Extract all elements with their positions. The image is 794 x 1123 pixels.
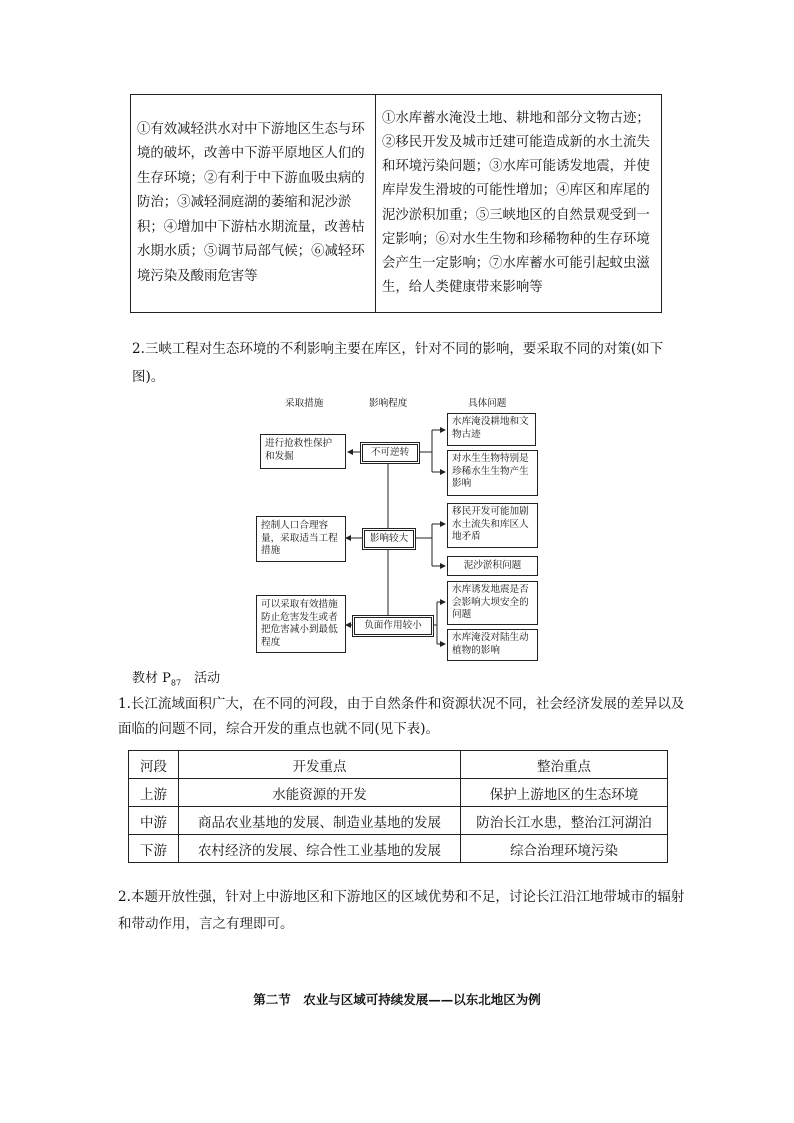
problem-3-text: 移民开发可能加剧水土流失和库区人地矛盾: [452, 506, 529, 542]
table-cell: 水能资源的开发: [179, 779, 461, 807]
header-section: 河段: [129, 751, 179, 779]
measure-box-2: [256, 516, 346, 562]
table-row: [129, 835, 668, 863]
table-cell: 上游: [129, 779, 179, 807]
degree-box-minor: [352, 615, 434, 637]
header-degree: 影响程度: [369, 398, 408, 409]
degree-2-text: 影响较大: [369, 533, 409, 544]
measure-3-text: 可以采取有效措施防止危害发生或者把危害减小到最低程度: [261, 599, 338, 648]
header-governance: 整治重点: [461, 751, 668, 779]
problem-2-text: 对水生生物特别是珍稀水生生物产生影响: [452, 453, 529, 489]
measure-2-text: 控制人口合理容量，采取适当工程措施: [261, 520, 338, 556]
problem-box-5: [447, 581, 538, 625]
activity-label-page: 87: [170, 678, 182, 688]
table-cell: 防治长江水患，整治江河湖泊: [461, 807, 668, 835]
drawbacks-cell: ①水库蓄水淹没土地、耕地和部分文物古迹；②移民开发及城市迁建可能造成新的水土流失和环境污染问题；③水库可能诱发地震，并使库岸发生滑坡的可能性增加；④库区和库尾的泥沙淤积加重；⑤三峡地区的自然景观受到一定影响；⑥对水生生物和珍稀物种的生存环境会产生一定影响；⑦水库蓄水可能引起蚊虫滋生，给人类健康带来影响等: [376, 95, 662, 313]
degree-box-significant: [362, 528, 416, 550]
measure-box-1: [260, 434, 346, 469]
table-cell: 农村经济的发展、综合性工业基地的发展: [179, 835, 461, 863]
problem-box-6: [447, 629, 538, 661]
header-measures: 采取措施: [285, 398, 324, 409]
table-row: [129, 807, 668, 835]
activity-label-main: 教材 P: [132, 671, 171, 686]
benefits-cell: ①有效减轻洪水对中下游地区生态与环境的破坏，改善中下游平原地区人们的生存环境；②有利于中下游血吸虫病的防治；③减轻洞庭湖的萎缩和泥沙淤积；④增加中下游枯水期流量，改善枯水期水质；⑤调节局部气候；⑥减轻环境污染及酸雨危害等: [131, 95, 376, 313]
measure-1-text: 进行抢救性保护和发掘: [265, 438, 333, 462]
degree-box-irreversible: [360, 442, 420, 464]
degree-3-text: 负面作用较小: [364, 620, 422, 631]
table-cell: 保护上游地区的生态环境: [461, 779, 668, 807]
section-title: 第二节 农业与区域可持续发展——以东北地区为例: [253, 992, 541, 1007]
paragraph-countermeasures: 2.三峡工程对生态环境的不利影响主要在库区，针对不同的影响，要采取不同的对策(如下图)。: [132, 341, 664, 385]
header-problems: 具体问题: [468, 398, 507, 409]
problem-box-4: [447, 556, 538, 576]
table-cell: 商品农业基地的发展、制造业基地的发展: [179, 807, 461, 835]
problem-box-1: [447, 413, 536, 446]
problem-box-3: [447, 503, 538, 548]
paragraph-open-question: 2.本题开放性强，针对上中游地区和下游地区的区域优势和不足，讨论长江沿江地带城市的辐射和带动作用，言之有理即可。: [118, 889, 685, 932]
development-table: [128, 750, 668, 863]
problem-4-text: 泥沙淤积问题: [463, 560, 522, 571]
table-row: [129, 779, 668, 807]
activity-label-tail: 活动: [181, 671, 221, 686]
problem-6-text: 水库淹没对陆生动植物的影响: [452, 632, 529, 656]
table-cell: 下游: [129, 835, 179, 863]
problem-5-text: 水库诱发地震是否会影响大坝安全的问题: [452, 584, 529, 620]
paragraph-yangtze: 1.长江流域面积广大，在不同的河段，由于自然条件和资源状况不同，社会经济发展的差异以及面临的问题不同，综合开发的重点也就不同(见下表)。: [118, 696, 685, 737]
degree-1-text: 不可逆转: [370, 447, 410, 458]
table-cell: 综合治理环境污染: [461, 835, 668, 863]
measure-box-3: [256, 595, 346, 653]
problem-1-text: 水库淹没耕地和文物古迹: [452, 416, 529, 440]
table-cell: 中游: [129, 807, 179, 835]
problem-box-2: [447, 450, 538, 496]
table-header-row: [129, 751, 668, 779]
header-development: 开发重点: [179, 751, 461, 779]
